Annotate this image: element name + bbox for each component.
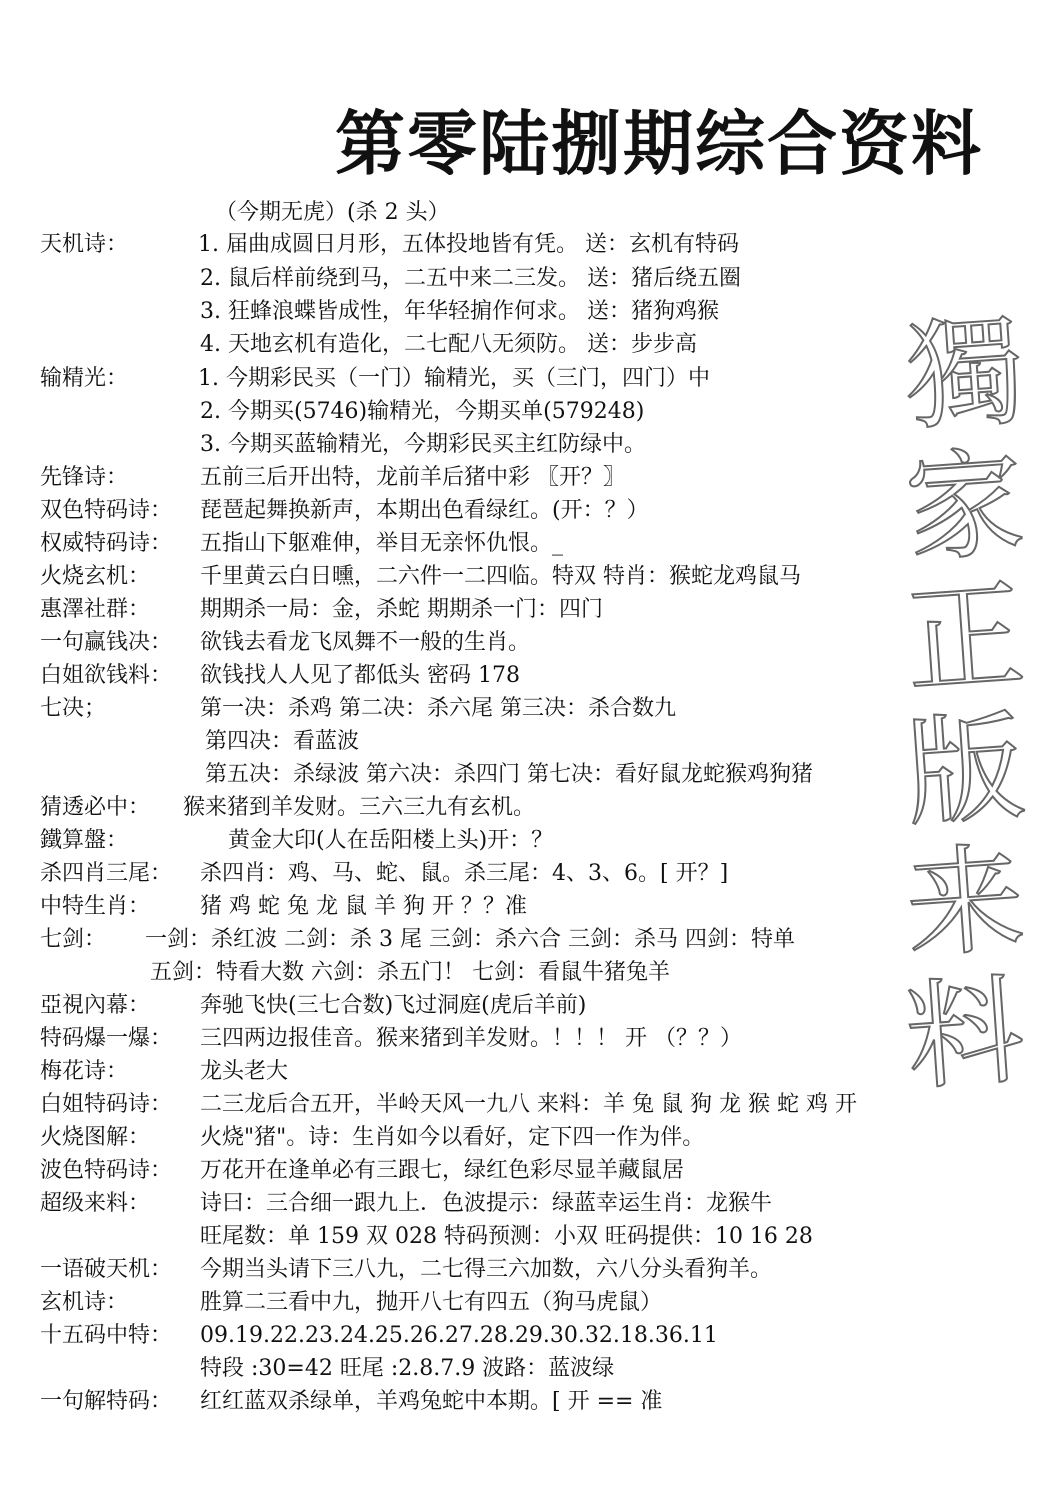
row-label: 双色特码诗： xyxy=(40,498,173,523)
row-text: 2. 鼠后样前绕到马，二五中来二三发。 送：猪后绕五圈 xyxy=(200,266,741,291)
page-title: 第零陆捌期综合资料 xyxy=(335,103,983,185)
row-text: 特段 :30=42 旺尾 :2.8.7.9 波路：蓝波绿 xyxy=(200,1356,615,1381)
row-text: 欲钱去看龙飞凤舞不一般的生肖。 xyxy=(200,630,531,655)
row-label: 七剑： xyxy=(40,927,107,952)
row-text: 奔驰飞快(三七合数)飞过洞庭(虎后羊前) xyxy=(200,993,587,1018)
row-label: 梅花诗： xyxy=(40,1059,129,1084)
row-text: 火烧"猪"。诗：生肖如今以看好，定下四一作为伴。 xyxy=(200,1125,705,1150)
row-text: 旺尾数：单 159 双 028 特码预测：小双 旺码提供：10 16 28 xyxy=(200,1224,813,1249)
row-text: 二三龙后合五开，半岭天风一九八 来料：羊 兔 鼠 狗 龙 猴 蛇 鸡 开 xyxy=(200,1092,857,1117)
row-label: 一语破天机： xyxy=(40,1257,173,1282)
row-label: 亞視內幕： xyxy=(40,993,151,1018)
row-text: 红红蓝双杀绿单，羊鸡兔蛇中本期。[ 开 == 准 xyxy=(200,1389,663,1414)
row-label: 猜透必中： xyxy=(40,795,151,820)
row-text: 五前三后开出特，龙前羊后猪中彩 〖开？〗 xyxy=(200,465,625,490)
row-label: 波色特码诗： xyxy=(40,1158,173,1183)
row-text: 五指山下躯难伸，举目无亲怀仇恨。_ xyxy=(200,531,564,556)
row-text: 胜算二三看中九，抛开八七有四五（狗马虎鼠） xyxy=(200,1290,663,1315)
row-text: 第五决：杀绿波 第六决：杀四门 第七决：看好鼠龙蛇猴鸡狗猪 xyxy=(205,762,813,787)
row-text: 欲钱找人人见了都低头 密码 178 xyxy=(200,663,520,688)
watermark-char: 版 xyxy=(901,697,1029,843)
row-text: 一剑：杀红波 二剑：杀 3 尾 三剑：杀六合 三剑：杀马 四剑：特单 xyxy=(145,927,795,952)
row-label: 中特生肖： xyxy=(40,894,151,919)
row-label: 火烧玄机： xyxy=(40,564,151,589)
row-label: 鐵算盤： xyxy=(40,828,129,853)
row-text: 杀四肖：鸡、马、蛇、鼠。杀三尾：4、3、6。[ 开？] xyxy=(200,861,729,886)
row-label: 一句赢钱决： xyxy=(40,630,173,655)
row-text: 第四决：看蓝波 xyxy=(205,729,360,754)
row-text: 今期当头请下三八九，二七得三六加数，六八分头看狗羊。 xyxy=(200,1257,773,1282)
row-text: 千里黄云白日曛，二六件一二四临。特双 特肖：猴蛇龙鸡鼠马 xyxy=(200,564,801,589)
row-text: 2. 今期买(5746)输精光，今期买单(579248) xyxy=(200,399,645,424)
row-label: 七决； xyxy=(40,696,107,721)
row-text: 期期杀一局：金，杀蛇 期期杀一门：四门 xyxy=(200,597,603,622)
watermark-char: 正 xyxy=(901,565,1029,711)
row-label: 输精光： xyxy=(40,366,129,391)
watermark-char: 獨 xyxy=(901,301,1029,447)
row-text: 猪 鸡 蛇 兔 龙 鼠 羊 狗 开 ？？准 xyxy=(200,894,527,919)
row-label: 惠澤社群： xyxy=(40,597,151,622)
row-label: 杀四肖三尾： xyxy=(40,861,173,886)
row-text: 琵琶起舞换新声，本期出色看绿红。(开：？） xyxy=(200,498,649,523)
row-label: 超级来料： xyxy=(40,1191,151,1216)
row-label: 先锋诗： xyxy=(40,465,129,490)
row-text: 三四两边报佳音。猴来猪到羊发财。！！！ 开 （？？） xyxy=(200,1026,742,1051)
row-label: 玄机诗： xyxy=(40,1290,129,1315)
row-text: 龙头老大 xyxy=(200,1059,289,1084)
row-text: 诗曰：三合细一跟九上．色波提示：绿蓝幸运生肖：龙猴牛 xyxy=(200,1191,773,1216)
row-text: （今期无虎）(杀 2 头） xyxy=(215,200,450,225)
watermark-char: 来 xyxy=(901,829,1029,975)
row-text: 黄金大印(人在岳阳楼上头)开：？ xyxy=(228,828,554,853)
row-label: 十五码中特： xyxy=(40,1323,173,1348)
watermark-char: 料 xyxy=(901,961,1029,1107)
row-text: 3. 狂蜂浪蝶皆成性，年华轻掮作何求。 送：猪狗鸡猴 xyxy=(200,299,719,324)
row-text: 猴来猪到羊发财。三六三九有玄机。 xyxy=(183,795,536,820)
row-label: 天机诗： xyxy=(40,232,129,257)
row-text: 4. 天地玄机有造化，二七配八无须防。 送：步步高 xyxy=(200,332,697,357)
row-label: 权威特码诗： xyxy=(40,531,173,556)
row-text: 五剑：特看大数 六剑：杀五门！ 七剑：看鼠牛猪兔羊 xyxy=(150,960,670,985)
row-label: 白姐特码诗： xyxy=(40,1092,173,1117)
row-label: 白姐欲钱料： xyxy=(40,663,173,688)
row-text: 万花开在逢单必有三跟七，绿红色彩尽显羊藏鼠居 xyxy=(200,1158,685,1183)
row-label: 一句解特码： xyxy=(40,1389,173,1414)
row-label: 特码爆一爆： xyxy=(40,1026,173,1051)
row-text: 09.19.22.23.24.25.26.27.28.29.30.32.18.36.11 xyxy=(200,1323,718,1348)
row-text: 第一决：杀鸡 第二决：杀六尾 第三决：杀合数九 xyxy=(200,696,676,721)
watermark-char: 家 xyxy=(901,433,1029,579)
row-label: 火烧图解： xyxy=(40,1125,151,1150)
row-text: 3. 今期买蓝输精光，今期彩民买主红防绿中。 xyxy=(200,432,646,457)
row-text: 1. 届曲成圆日月形，五体投地皆有凭。 送：玄机有特码 xyxy=(198,232,739,257)
row-text: 1. 今期彩民买（一门）输精光，买（三门，四门）中 xyxy=(198,366,710,391)
